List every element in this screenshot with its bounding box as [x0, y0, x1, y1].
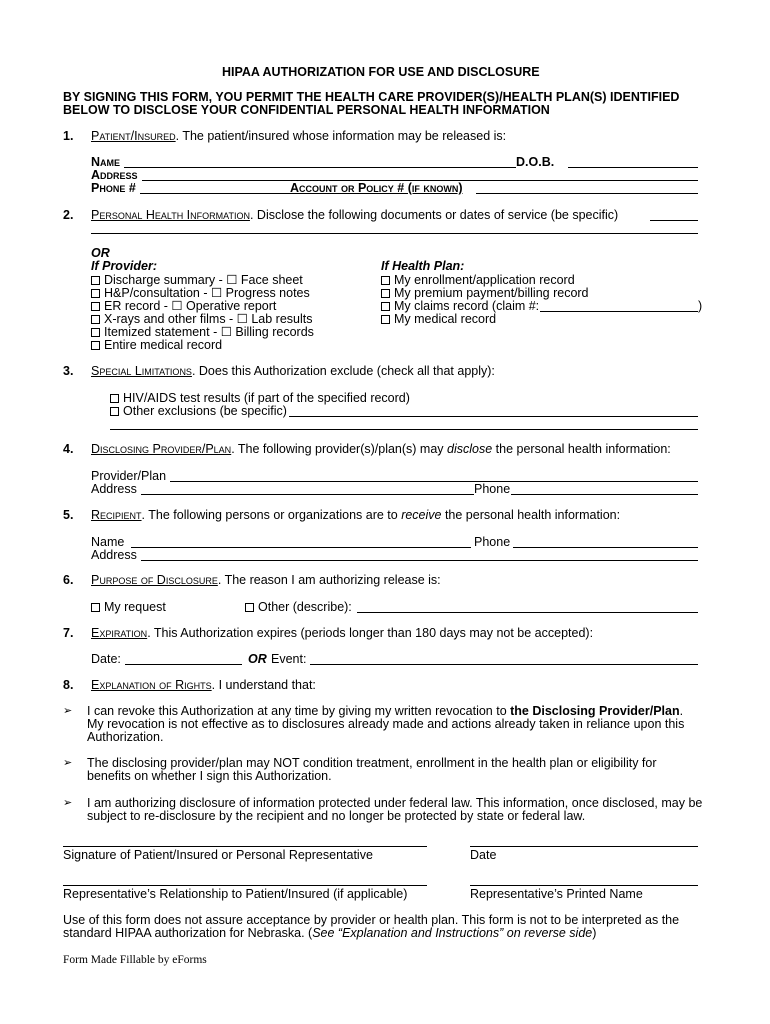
section-3-heading-row: [91, 364, 495, 378]
plan-item-1[interactable]: My enrollment/application record: [381, 273, 575, 287]
signature-line[interactable]: [63, 846, 427, 847]
checkbox[interactable]: [381, 276, 390, 285]
checkbox[interactable]: [91, 276, 100, 285]
section-5-heading-row: Recipient. The following persons or organizations are to receive the personal health information:: [91, 508, 621, 522]
checkbox[interactable]: [91, 315, 100, 324]
plan-item-2[interactable]: My premium payment/billing record: [381, 286, 589, 300]
section-2-heading-row: [91, 208, 618, 222]
purpose-my-request[interactable]: My request: [91, 600, 166, 614]
form-title: HIPAA AUTHORIZATION FOR USE AND DISCLOSURE: [222, 65, 540, 79]
bullet-arrow-icon: ➢: [63, 705, 73, 717]
intro-line-1: BY SIGNING THIS FORM, YOU PERMIT THE HEALTH CARE PROVIDER(S)/HEALTH PLAN(S) IDENTIFIED: [63, 90, 680, 104]
provider-plan-field[interactable]: [170, 469, 698, 482]
right-1-line-3: Authorization.: [87, 730, 164, 744]
account-label: Account or Policy # (if known): [290, 181, 463, 195]
documents-field-2[interactable]: [91, 221, 698, 234]
other-exclusions-field-1[interactable]: [289, 404, 698, 417]
plan-item-4[interactable]: My medical record: [381, 312, 496, 326]
section-7-heading-row: [91, 626, 593, 640]
provider-item-6[interactable]: Entire medical record: [91, 338, 222, 352]
exclusion-other[interactable]: Other exclusions (be specific): [110, 404, 287, 418]
or-label: OR: [91, 246, 110, 260]
dob-label: D.O.B.: [516, 155, 555, 169]
printed-name-line[interactable]: [470, 885, 698, 886]
recipient-name-label: Name: [91, 535, 125, 549]
section-4-heading: Disclosing Provider/Plan: [91, 442, 232, 456]
recipient-phone-label: Phone: [474, 535, 511, 549]
section-2-heading: Personal Health Information: [91, 208, 250, 222]
checkbox[interactable]: [245, 603, 254, 612]
provider-phone-field[interactable]: [511, 482, 698, 495]
provider-item-1[interactable]: Discharge summary - ☐ Face sheet: [91, 273, 303, 287]
relationship-line[interactable]: [63, 885, 427, 886]
section-6-heading: Purpose of Disclosure: [91, 573, 218, 587]
recipient-address-field[interactable]: [141, 548, 698, 561]
purpose-other[interactable]: Other (describe):: [245, 600, 352, 614]
plan-head: If Health Plan:: [381, 259, 465, 273]
section-3-text: . Does this Authorization exclude (check all that apply):: [191, 364, 495, 378]
section-3-number: 3.: [63, 364, 74, 378]
expiration-event-field[interactable]: [310, 652, 698, 665]
section-1-heading-row: [91, 129, 506, 143]
right-2-line-1: The disclosing provider/plan may NOT condition treatment, enrollment in the health plan or eligibility for: [87, 756, 657, 770]
section-6-number: 6.: [63, 573, 74, 587]
documents-field-1[interactable]: [650, 208, 698, 221]
provider-item-3[interactable]: ER record - ☐ Operative report: [91, 299, 276, 313]
provider-address-label: Address: [91, 482, 137, 496]
section-1-number: 1.: [63, 129, 74, 143]
expiration-date-field[interactable]: [125, 652, 242, 665]
section-2-text: . Disclose the following documents or dates of service (be specific): [249, 208, 619, 222]
section-7-text: . This Authorization expires (periods longer than 180 days may not be accepted):: [147, 626, 594, 640]
dob-field[interactable]: [568, 155, 698, 168]
section-6-heading-row: [91, 573, 441, 587]
checkbox[interactable]: [381, 302, 390, 311]
checkbox[interactable]: [381, 315, 390, 324]
right-3-line-2: subject to re-disclosure by the recipient and no longer be protected by state or federal law.: [87, 809, 586, 823]
section-8-heading: Explanation of Rights: [91, 678, 212, 692]
relationship-label: Representative’s Relationship to Patient/Insured (if applicable): [63, 887, 408, 901]
recipient-name-field[interactable]: [131, 535, 471, 548]
section-8-number: 8.: [63, 678, 74, 692]
section-1-heading: Patient/Insured: [91, 129, 176, 143]
provider-phone-label: Phone: [474, 482, 511, 496]
phone-label: Phone #: [91, 181, 136, 195]
section-5-heading: Recipient: [91, 508, 142, 522]
checkbox[interactable]: [110, 394, 119, 403]
footer-text: Form Made Fillable by eForms: [63, 954, 207, 966]
provider-address-field[interactable]: [141, 482, 474, 495]
section-7-heading: Expiration: [91, 626, 148, 640]
right-1-line-2: My revocation is not effective as to disclosures already made and actions already taken in reliance upon this: [87, 717, 685, 731]
signature-date-label: Date: [470, 848, 497, 862]
patient-phone-field[interactable]: [140, 181, 290, 194]
section-7-number: 7.: [63, 626, 74, 640]
plan-item-3[interactable]: My claims record (claim #:: [381, 299, 539, 313]
bullet-arrow-icon: ➢: [63, 757, 73, 769]
checkbox[interactable]: [91, 603, 100, 612]
name-label: Name: [91, 155, 121, 169]
right-1-line-1: I can revoke this Authorization at any time by giving my written revocation to the Disclosing Provider/Plan.: [87, 704, 684, 718]
section-1-text: . The patient/insured whose information may be released is:: [175, 129, 507, 143]
account-field[interactable]: [476, 181, 698, 194]
printed-name-label: Representative’s Printed Name: [470, 887, 643, 901]
section-2-number: 2.: [63, 208, 74, 222]
patient-address-field[interactable]: [142, 168, 698, 181]
notice-line-1: Use of this form does not assure acceptance by provider or health plan. This form is not to be interpreted as the: [63, 913, 680, 927]
checkbox[interactable]: [91, 289, 100, 298]
patient-name-field[interactable]: [124, 155, 516, 168]
recipient-address-label: Address: [91, 548, 137, 562]
exclusion-hiv[interactable]: HIV/AIDS test results (if part of the specified record): [110, 391, 410, 405]
right-2-line-2: benefits on whether I sign this Authorization.: [87, 769, 332, 783]
section-5-number: 5.: [63, 508, 74, 522]
section-4-number: 4.: [63, 442, 74, 456]
checkbox[interactable]: [91, 302, 100, 311]
right-3-line-1: I am authorizing disclosure of information protected under federal law. This information, once disclosed, may be: [87, 796, 703, 810]
notice-line-2: standard HIPAA authorization for Nebraska. (See “Explanation and Instructions” on reverse side): [63, 926, 597, 940]
address-label: Address: [91, 168, 138, 182]
claim-number-field[interactable]: [540, 299, 698, 312]
expiration-or: OR: [248, 652, 267, 666]
signature-date-line[interactable]: [470, 846, 698, 847]
section-3-heading: Special Limitations: [91, 364, 192, 378]
other-exclusions-field-2[interactable]: [110, 417, 698, 430]
section-8-heading-row: [91, 678, 316, 692]
claim-close-paren: ): [698, 299, 703, 313]
expiration-date-label: Date:: [91, 652, 121, 666]
signature-label: Signature of Patient/Insured or Personal Representative: [63, 848, 373, 862]
provider-head: If Provider:: [91, 259, 157, 273]
section-6-text: . The reason I am authorizing release is:: [217, 573, 441, 587]
bullet-arrow-icon: ➢: [63, 797, 73, 809]
checkbox[interactable]: [381, 289, 390, 298]
section-8-text: . I understand that:: [211, 678, 316, 692]
provider-plan-label: Provider/Plan: [91, 469, 167, 483]
checkbox[interactable]: [110, 407, 119, 416]
intro-line-2: BELOW TO DISCLOSE YOUR CONFIDENTIAL PERSONAL HEALTH INFORMATION: [63, 103, 550, 117]
section-4-heading-row: Disclosing Provider/Plan. The following provider(s)/plan(s) may disclose the personal health information:: [91, 442, 671, 456]
provider-item-5[interactable]: Itemized statement - ☐ Billing records: [91, 325, 314, 339]
checkbox[interactable]: [91, 341, 100, 350]
checkbox[interactable]: [91, 328, 100, 337]
provider-item-4[interactable]: X-rays and other films - ☐ Lab results: [91, 312, 313, 326]
purpose-other-field[interactable]: [357, 600, 698, 613]
recipient-phone-field[interactable]: [513, 535, 698, 548]
provider-item-2[interactable]: H&P/consultation - ☐ Progress notes: [91, 286, 310, 300]
expiration-event-label: Event:: [271, 652, 307, 666]
